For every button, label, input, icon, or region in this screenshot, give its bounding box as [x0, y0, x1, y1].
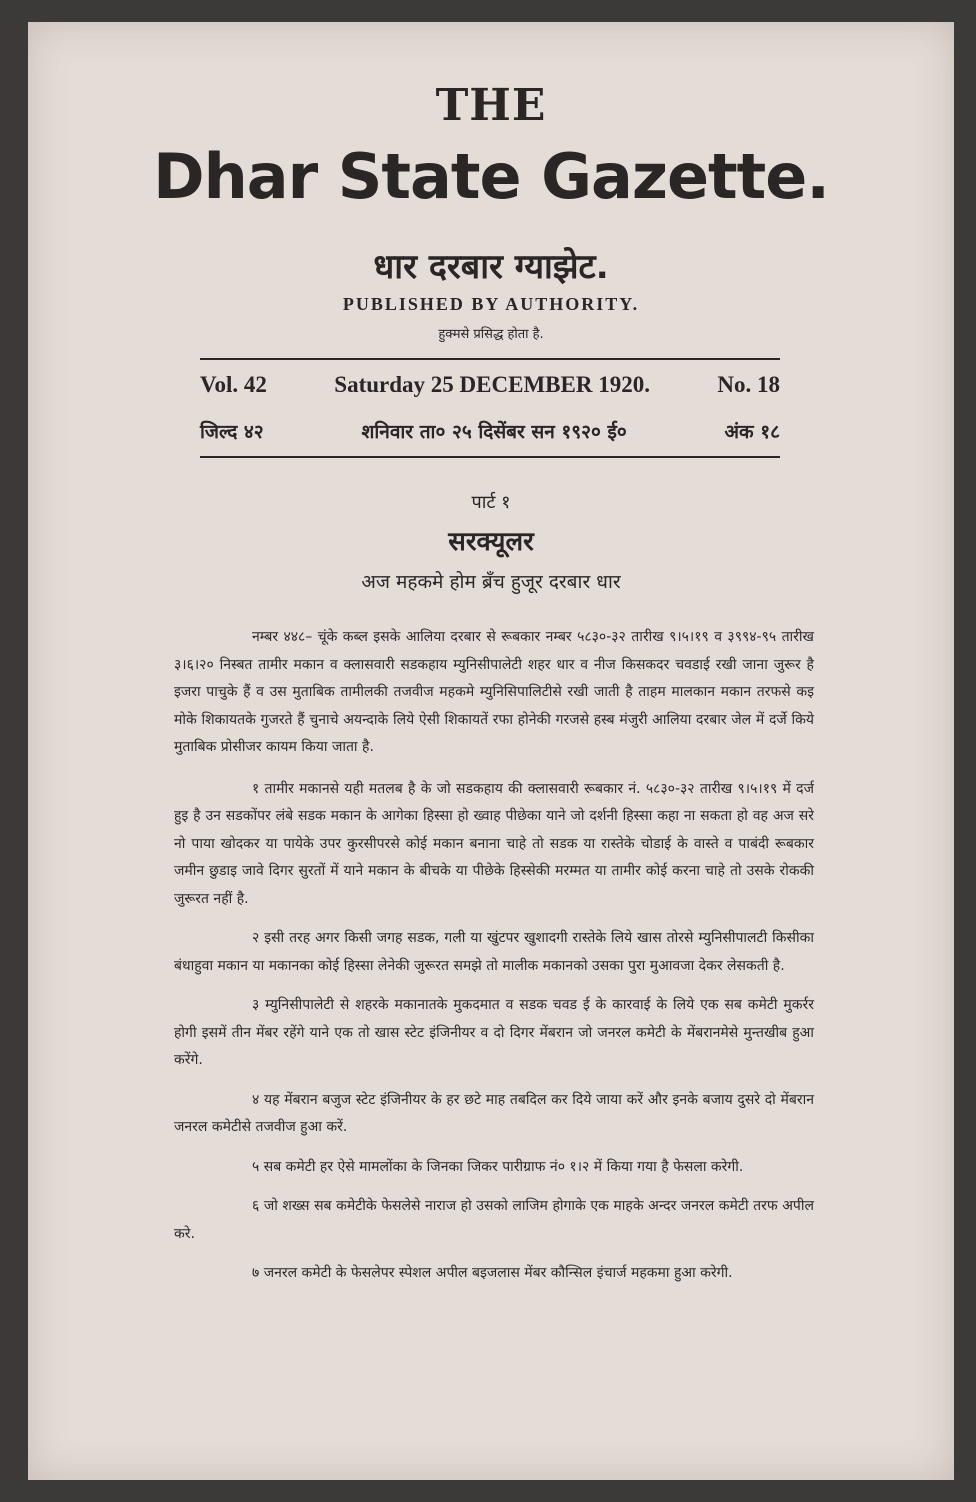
masthead-the: THE — [435, 80, 547, 131]
header-rule-top — [200, 358, 780, 360]
department-heading: अज महकमे होम ब्रँच हुजूर दरबार धार — [361, 571, 621, 593]
paragraph-1: १ तामीर मकानसे यही मतलब है के जो सडकहाय की क्लासवारी रूबकार नं. ५८३०-३२ तारीख ९।५।१९ में दर्ज हुइ है उन सडकोंपर लंबे सडक मकान के आगेका हिस्सा हो ख्वाह पीछेका याने जो दर्शनी हिस्सा कहा ना सकता हो वह अज सरे नो पाया खोदकर या पायेके उपर कुरसीपरसे कोई मकान बनाना चाहे तो सडक या रास्तेके चोडाई के वास्ते व पाबंदी रूबकार जमीन छुडाइ जावे दिगर सुरतों में याने मकान के बीचके या पीछेके हिस्सेकी मरम्मत या तामीर कोई करना चाहे तो उसके रोककी जुरूरत नहीं है. — [174, 780, 814, 907]
part-heading: पार्ट १ — [471, 492, 511, 513]
gazette-page — [28, 22, 954, 1480]
paragraph-2: २ इसी तरह अगर किसी जगह सडक, गली या खुंटपर खुशादगी रास्तेके लिये खास तोरसे म्युनिसीपालटी किसीका बंधाहुवा मकान या मकानका कोई हिस्सा लेनेकी जुरूरत समझे तो मालीक मकानको उसका पुरा मुआवजा देकर लेसकती है. — [174, 930, 814, 974]
issue-date-hindi: शनिवार ता० २५ दिसेंबर सन १९२० ई० — [361, 421, 627, 443]
paragraph-3: ३ म्युनिसीपालेटी से शहरके मकानातके मुकदमात व सडक चवड ई के कारवाई के लिये एक सब कमेटी मुकर्रर होगी इसमें तीन मेंबर रहेंगे याने एक तो खास स्टेट इंजिनीयर व दो दिगर मेंबरान जो जनरल कमेटी के मेंबरानमेसे मुन्तखीब हुआ करेंगे. — [174, 997, 814, 1068]
paragraph-5: ५ सब कमेटी हर ऐसे मामलोंका के जिनका जिकर पारीग्राफ नं० १।२ में किया गया है फेसला करेगी. — [252, 1158, 744, 1175]
issue-line-hindi — [200, 418, 780, 444]
circular-heading: सरक्यूलर — [448, 527, 534, 557]
paragraph-intro: नम्बर ४४८– चूंके कब्ल इसके आलिया दरबार से रूबकार नम्बर ५८३०-३२ तारीख ९।५।१९ व ३९९४-९५ तारीख ३।६।२० निस्बत तामीर मकान व क्लासवारी सडकहाय म्युनिसीपालेटी शहर धार व नीज किसकदर चवडाई रखी जाना जुरूर है इजरा पाचुके हैं व उस मुताबिक तामीलकी तजवीज महकमे म्युनिसिपालिटीसे रखी जाती है ताहम मालकान मकान तरफसे कइ मोके शिकायतके गुजरते हैं चुनाचे अयन्दाके लिये ऐसी शिकायतें रफा होनेकी गरजसे हस्ब मंजुरी आलिया दरबार जेल में दर्जे किये मुताबिक प्रोसीजर कायम किया जाता है. — [174, 629, 814, 755]
header-rule-bottom — [200, 456, 780, 458]
paragraph-4: ४ यह मेंबरान बजुज स्टेट इंजिनीयर के हर छटे माह तबदिल कर दिये जाया करें और इनके बजाय दुसरे दो मेंबरान जनरल कमेटीसे तजवीज हुआ करें. — [174, 1091, 814, 1135]
issue-number-hindi: अंक १८ — [724, 421, 780, 443]
circular-body — [174, 624, 814, 1300]
issue-number: No. 18 — [717, 372, 780, 397]
paragraph-7: ७ जनरल कमेटी के फेसलेपर स्पेशल अपील बइजलास मेंबर कौन्सिल इंचार्ज महकमा हुआ करेगी. — [252, 1265, 733, 1281]
volume-number: Vol. 42 — [200, 372, 267, 397]
paragraph-6: ६ जो शख्स सब कमेटीके फेसलेसे नाराज हो उसको लाजिम होगाके एक माहके अन्दर जनरल कमेटी तरफ अपील करे. — [174, 1198, 814, 1242]
masthead-title: Dhar State Gazette. — [153, 140, 829, 213]
published-by-authority: PUBLISHED BY AUTHORITY. — [342, 294, 640, 314]
masthead-title-hindi: धार दरबार ग्याझेट. — [373, 247, 609, 287]
issue-line-english — [200, 372, 780, 398]
volume-number-hindi: जिल्द ४२ — [200, 421, 264, 443]
issue-date: Saturday 25 DECEMBER 1920. — [334, 372, 650, 397]
published-by-authority-hindi: हुक्मसे प्रसिद्ध होता है. — [438, 327, 544, 342]
